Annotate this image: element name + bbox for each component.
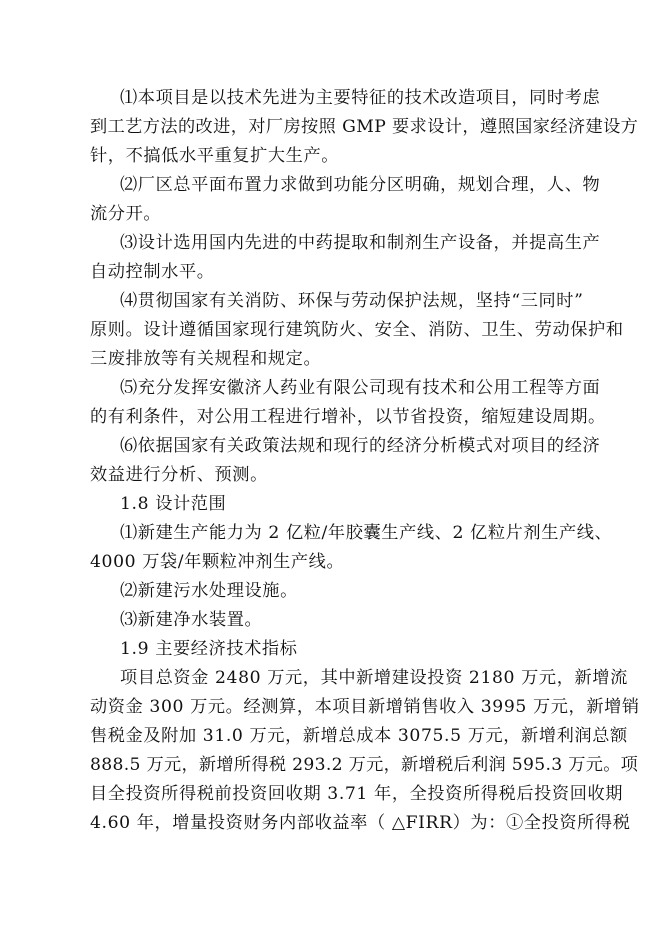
text-line: 自动控制水平。 [90,262,215,282]
text-line: ⑵厂区总平面布置力求做到功能分区明确，规划合理，人、物 [120,175,601,195]
text-line: 动资金 300 万元。经测算，本项目新增销售收入 3995 万元，新增销 [90,697,640,717]
text-line: 售税金及附加 31.0 万元，新增总成本 3075.5 万元，新增利润总额 [90,726,628,746]
text-line: ⑸充分发挥安徽济人药业有限公司现有技术和公用工程等方面 [120,378,601,398]
text-line: ⑴本项目是以技术先进为主要特征的技术改造项目，同时考虑 [120,88,601,108]
text-line: 4000 万袋/年颗粒冲剂生产线。 [90,552,345,572]
text-line: 到工艺方法的改进，对厂房按照 GMP 要求设计，遵照国家经济建设方 [90,117,639,137]
text-line: 888.5 万元，新增所得税 293.2 万元，新增税后利润 595.3 万元。项 [90,755,639,775]
text-line: 三废排放等有关规程和规定。 [90,349,322,369]
text-line: 的有利条件，对公用工程进行增补，以节省投资，缩短建设周期。 [90,407,606,427]
text-line: ⑹依据国家有关政策法规和现行的经济分析模式对项目的经济 [120,436,601,456]
text-line: ⑴新建生产能力为 2 亿粒/年胶囊生产线、2 亿粒片剂生产线、 [120,523,613,543]
text-line: 效益进行分析、预测。 [90,465,268,485]
text-line: ⑵新建污水处理设施。 [120,581,298,601]
text-line: 原则。设计遵循国家现行建筑防火、安全、消防、卫生、劳动保护和 [90,320,624,340]
text-line: 流分开。 [90,204,162,224]
text-line: 针，不搞低水平重复扩大生产。 [90,146,340,166]
text-line: ⑶设计选用国内先进的中药提取和制剂生产设备，并提高生产 [120,233,601,253]
text-line: ⑶新建净水装置。 [120,610,263,630]
text-line: ⑷贯彻国家有关消防、环保与劳动保护法规，坚持“三同时” [120,291,584,311]
text-line: 项目总资金 2480 万元，其中新增建设投资 2180 万元，新增流 [120,668,628,688]
section-heading: 1.9 主要经济技术指标 [120,639,298,659]
text-line: 目全投资所得税前投资回收期 3.71 年，全投资所得税后投资回收期 [90,784,624,804]
text-line: 4.60 年，增量投资财务内部收益率（ △FIRR）为：①全投资所得税 [90,813,631,833]
section-heading: 1.8 设计范围 [120,494,227,514]
